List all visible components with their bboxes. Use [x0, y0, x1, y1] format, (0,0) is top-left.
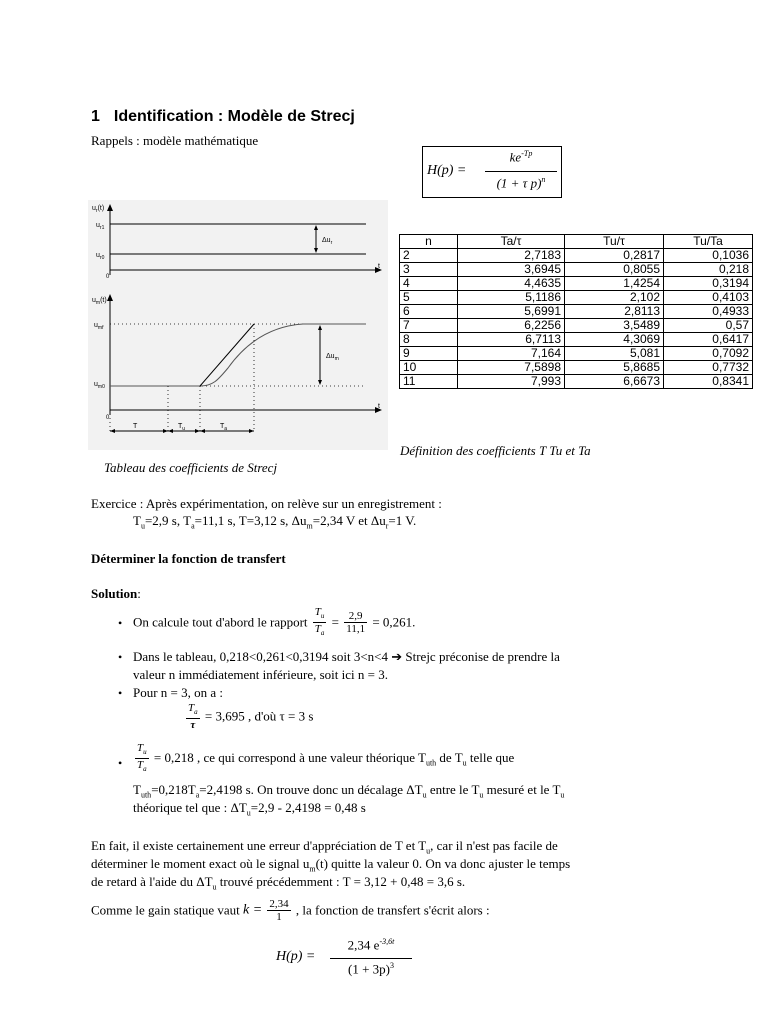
- bullet-4-line3: théorique tel que : $\Delta T_u=2,9 - 2,4198 = 0,48$ s: [133, 800, 366, 818]
- final-formula-bar: [330, 958, 412, 959]
- table-row: [400, 347, 753, 361]
- final-formula-num-exp: -3,6t: [379, 937, 395, 946]
- model-formula-box: [422, 146, 562, 198]
- model-formula-num-exp: -Tp: [521, 149, 533, 158]
- table-cell: 6,2256: [458, 319, 565, 333]
- table-row: [400, 375, 753, 389]
- exercise-line2: $T_u=2,9$ s, $T_a=11,1$ s, T=3,12 s, $\Delta u_m=2,34$ V et $\Delta u_r=1$ V.: [133, 513, 417, 531]
- table-cell: 0,4103: [664, 291, 753, 305]
- top-delta-label: $\Delta u_r$: [322, 237, 333, 246]
- table-cell: 4,3069: [565, 333, 664, 347]
- segment-ta-label: $T_a$: [220, 423, 228, 432]
- table-cell: 6,6673: [565, 375, 664, 389]
- top-y-axis-label: $u_r(t)$: [92, 205, 105, 214]
- table-cell: 0,8341: [664, 375, 753, 389]
- table-cell: 3: [400, 263, 458, 277]
- table-cell: 0,1036: [664, 249, 753, 263]
- table-row: [400, 361, 753, 375]
- table-cell: 5,1186: [458, 291, 565, 305]
- intro-text: Rappels : modèle mathématique: [91, 133, 259, 148]
- table-cell: 2: [400, 249, 458, 263]
- table-cell: 0,6417: [664, 333, 753, 347]
- section-heading: [91, 108, 355, 126]
- table-row: [400, 263, 753, 277]
- table-cell: 6: [400, 305, 458, 319]
- table-cell: 7: [400, 319, 458, 333]
- table-cell: 0,218: [664, 263, 753, 277]
- final-formula-lhs: H(p) =: [276, 949, 316, 964]
- gain-fraction: $\frac{2,34}{1}$: [269, 898, 289, 923]
- bullet-1-fraction-tu-ta: $\frac{T_u}{T_a}$: [314, 606, 325, 638]
- bottom-delta-label: $\Delta u_m$: [326, 353, 339, 362]
- table-cell: 5,8685: [565, 361, 664, 375]
- table-cell: 5,6991: [458, 305, 565, 319]
- col-header-tu-tau: Tu/τ: [565, 235, 664, 249]
- table-cell: 7,5898: [458, 361, 565, 375]
- table-row: [400, 319, 753, 333]
- section-title: Identification : Modèle de Strecj: [113, 108, 355, 125]
- table-row: [400, 333, 753, 347]
- exercise-line1: Exercice : Après expérimentation, on relève sur un enregistrement :: [91, 496, 442, 511]
- table-cell: 0,3194: [664, 277, 753, 291]
- paragraph-line2: déterminer le moment exact où le signal $u_m(t)$ quitte la valeur 0. On va donc ajuster le temps: [91, 856, 571, 874]
- bullet-dot: •: [118, 686, 123, 700]
- task-title: Déterminer la fonction de transfert: [91, 551, 286, 566]
- table-cell: 0,7732: [664, 361, 753, 375]
- bullet-1: On calcule tout d'abord le rapport $\frac{T_u}{T_a}$ = $\frac{2,9}{11,1}$ = 0,261.: [133, 606, 416, 638]
- table-cell: 0,57: [664, 319, 753, 333]
- solution-label: Solution:: [91, 586, 141, 601]
- top-level-low-label: $u_{r0}$: [96, 252, 105, 261]
- final-formula-den-exp: 3: [390, 961, 394, 970]
- table-cell: 2,8113: [565, 305, 664, 319]
- table-cell: 6,7113: [458, 333, 565, 347]
- bullet-4-fraction: $\frac{T_u}{T_a}$: [137, 742, 147, 774]
- bullet-3-fraction: $\frac{T_a}{\tau}$: [188, 702, 198, 732]
- section-number: 1: [91, 108, 100, 125]
- bottom-level-low-label: $u_{m0}$: [94, 381, 105, 390]
- bullet-4-line2: $T_{uth}=0,218T_a=2,4198$ s. On trouve donc un décalage $\Delta T_u$ entre le $T_u$ mesuré et le $T_u$: [133, 782, 565, 800]
- top-t-label: t: [378, 263, 380, 270]
- bullet-2-line1: Dans le tableau, 0,218<0,261<0,3194 soit 3<n<4 ➔ Strejc préconise de prendre la: [133, 649, 560, 664]
- paragraph-line1: En fait, il existe certainement une erreur d'appréciation de T et $T_u$, car il n'est pas facile de: [91, 838, 558, 856]
- table-cell: 7,993: [458, 375, 565, 389]
- caption-left: Tableau des coefficients de Strecj: [104, 460, 278, 475]
- table-cell: 4,4635: [458, 277, 565, 291]
- table-cell: 0,4933: [664, 305, 753, 319]
- model-formula-den: (1 + τ p): [496, 175, 542, 191]
- model-formula-num: ke: [509, 149, 522, 165]
- strejc-coefficient-table: [399, 234, 753, 389]
- table-row: [400, 305, 753, 319]
- bullet-1-fraction-values: $\frac{2,9}{11,1}$: [346, 610, 366, 636]
- final-formula-den: (1 + 3p): [348, 961, 390, 977]
- table-cell: 7,164: [458, 347, 565, 361]
- bottom-origin-label: 0: [106, 415, 110, 421]
- bottom-y-axis-label: $u_m(t)$: [92, 297, 107, 306]
- table-cell: 0,8055: [565, 263, 664, 277]
- gain-line: Comme le gain statique vaut k = $\frac{2,34}{1}$ , la fonction de transfert s'écrit alors :: [91, 898, 490, 923]
- table-row: [400, 277, 753, 291]
- col-header-tu-ta: Tu/Ta: [664, 235, 753, 249]
- bottom-t-label: t: [378, 403, 380, 410]
- segment-t-label: T: [133, 423, 138, 430]
- model-formula-den-exp: n: [541, 175, 546, 184]
- top-origin-label: 0: [106, 274, 110, 280]
- table-cell: 3,6945: [458, 263, 565, 277]
- table-cell: 8: [400, 333, 458, 347]
- paragraph-line3: de retard à l'aide du $\Delta T_u$ trouvé précédemment : T = 3,12 + 0,48 = 3,6 s.: [91, 874, 466, 892]
- bullet-3-line1: Pour n = 3, on a :: [133, 685, 224, 700]
- top-level-high-label: $u_{r1}$: [96, 222, 105, 231]
- table-cell: 5: [400, 291, 458, 305]
- table-cell: 2,102: [565, 291, 664, 305]
- col-header-n: n: [400, 235, 458, 249]
- table-cell: 11: [400, 375, 458, 389]
- final-formula-num: 2,34 e: [347, 937, 380, 953]
- table-cell: 3,5489: [565, 319, 664, 333]
- col-header-ta-tau: Ta/τ: [458, 235, 565, 249]
- strejc-graph: [88, 200, 388, 450]
- table-cell: 0,7092: [664, 347, 753, 361]
- table-cell: 10: [400, 361, 458, 375]
- final-transfer-function: [276, 937, 416, 986]
- caption-right: Définition des coefficients T Tu et Ta: [400, 443, 591, 458]
- bullet-dot: •: [118, 616, 123, 630]
- bullet-2-line2: valeur n immédiatement inférieure, soit ici n = 3.: [133, 667, 388, 682]
- table-row: [400, 249, 753, 263]
- bullet-4-line1: $\frac{T_u}{T_a}$ = 0,218 , ce qui correspond à une valeur théorique $T_{uth}$ de $T_u$ telle que: [137, 742, 515, 774]
- bottom-level-high-label: $u_{mf}$: [94, 322, 104, 331]
- bullet-dot: •: [118, 756, 123, 770]
- bullet-3-formula: $\frac{T_a}{\tau}$ = 3,695 , d'où τ = 3 s: [188, 702, 314, 732]
- model-formula-bar: [485, 171, 557, 172]
- table-cell: 5,081: [565, 347, 664, 361]
- table-header-row: [400, 235, 753, 249]
- table-cell: 4: [400, 277, 458, 291]
- table-row: [400, 291, 753, 305]
- bullet-dot: •: [118, 650, 123, 664]
- table-cell: 2,7183: [458, 249, 565, 263]
- model-formula-lhs: H(p) =: [427, 163, 467, 178]
- segment-tu-label: $T_u$: [178, 423, 186, 432]
- table-cell: 9: [400, 347, 458, 361]
- table-cell: 1,4254: [565, 277, 664, 291]
- table-cell: 0,2817: [565, 249, 664, 263]
